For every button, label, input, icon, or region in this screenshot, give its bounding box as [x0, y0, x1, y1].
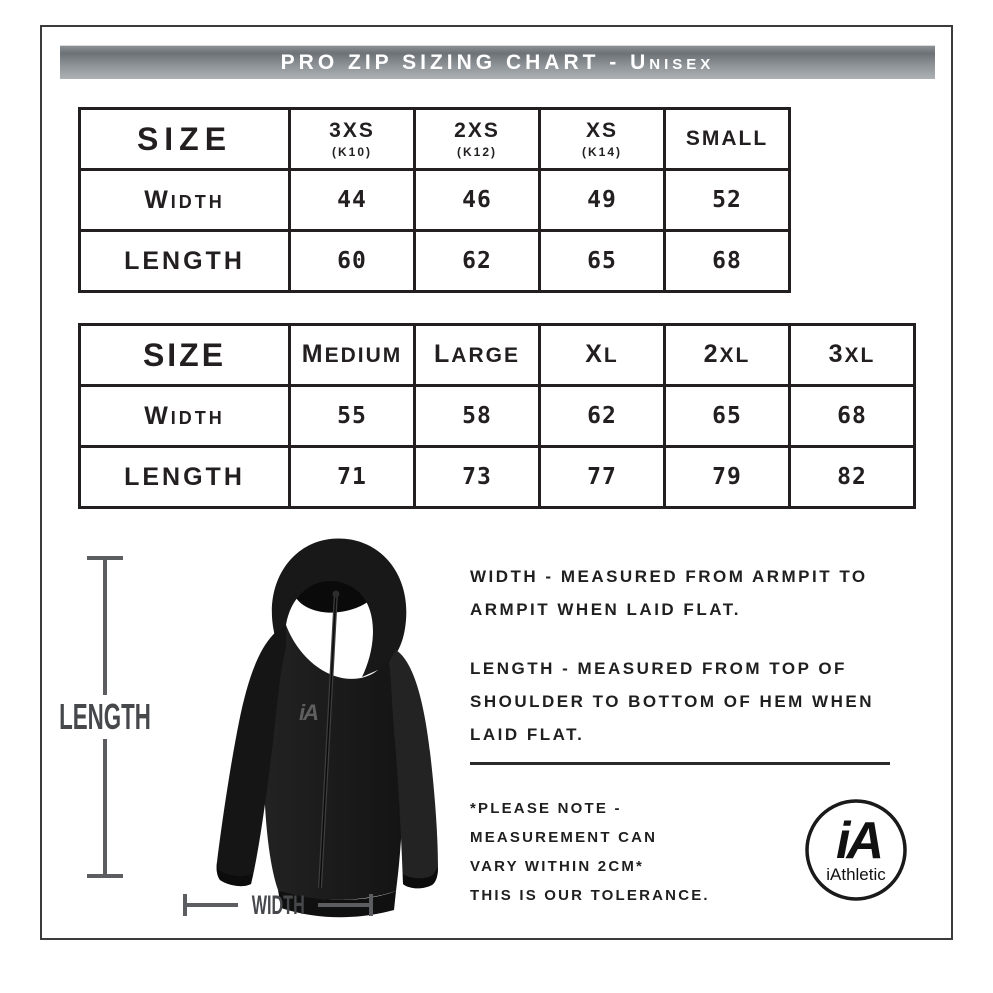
hoodie-product-image [168, 530, 468, 932]
value-cell: 71 [290, 447, 415, 508]
table-row [80, 231, 790, 292]
value-cell: 55 [290, 386, 415, 447]
page-title: PRO ZIP SIZING CHART - Unisex [280, 50, 715, 74]
column-header-xl [540, 325, 665, 386]
length-measure-guide [60, 556, 150, 878]
length-note: LENGTH - MEASURED FROM TOP OF SHOULDER TO BOTTOM OF HEM WHEN LAID FLAT. [470, 659, 874, 744]
value-cell: 77 [540, 447, 665, 508]
column-name: 3XS [329, 119, 375, 143]
zipper-pull [333, 591, 340, 598]
measure-cap-bottom [87, 874, 123, 878]
value-cell: 62 [415, 231, 540, 292]
column-name: LARGE [434, 340, 520, 369]
column-header-2xs [415, 109, 540, 170]
column-name: 2XS [454, 119, 500, 143]
value-cell: 46 [415, 170, 540, 231]
row-label: LENGTH [80, 231, 290, 292]
value-cell: 65 [540, 231, 665, 292]
logo-wordmark: iAthletic [826, 865, 886, 884]
measure-cap-right [369, 894, 373, 916]
measure-line-left [187, 903, 238, 907]
column-header-3xl [790, 325, 915, 386]
value-cell: 52 [665, 170, 790, 231]
table-row [80, 386, 915, 447]
row-label: LENGTH [80, 447, 290, 508]
tolerance-line: *PLEASE NOTE - [470, 800, 622, 817]
measure-line-lower [103, 739, 107, 874]
size-table-medium-to-3xl [78, 323, 916, 509]
measure-line-upper [103, 560, 107, 695]
tolerance-line: MEASUREMENT CAN [470, 829, 658, 846]
column-name: 2XL [703, 340, 751, 369]
width-measure-guide [183, 889, 373, 920]
measure-line-right [318, 903, 369, 907]
value-cell: 60 [290, 231, 415, 292]
tolerance-line: THIS IS OUR TOLERANCE. [470, 887, 710, 904]
tolerance-line: VARY WITHIN 2CM* [470, 858, 645, 875]
column-header-large [415, 325, 540, 386]
measurement-notes [470, 560, 922, 777]
tolerance-note [470, 794, 800, 910]
value-cell: 65 [665, 386, 790, 447]
length-measure-label: LENGTH [59, 696, 151, 737]
column-header-xs [540, 109, 665, 170]
column-subname: (K10) [331, 144, 372, 159]
value-cell: 49 [540, 170, 665, 231]
value-cell: 79 [665, 447, 790, 508]
column-name: SMALL [685, 127, 769, 151]
width-measure-label: WIDTH [251, 889, 305, 920]
size-table-xs-to-small [78, 107, 791, 293]
value-cell: 68 [665, 231, 790, 292]
value-cell: 62 [540, 386, 665, 447]
column-header-3xs [290, 109, 415, 170]
value-cell: 68 [790, 386, 915, 447]
size-header: SIZE [80, 325, 290, 386]
column-name: XL [585, 340, 619, 369]
value-cell: 82 [790, 447, 915, 508]
value-cell: 73 [415, 447, 540, 508]
column-name: MEDIUM [301, 340, 403, 369]
width-note: WIDTH - MEASURED FROM ARMPIT TO ARMPIT WHEN LAID FLAT. [470, 567, 868, 619]
column-header-medium [290, 325, 415, 386]
column-name: 3XL [828, 340, 876, 369]
row-label: Width [80, 170, 290, 231]
column-name: XS [585, 119, 618, 143]
iathletic-logo [800, 794, 912, 906]
chest-brand-logo: iA [299, 700, 317, 725]
size-header: SIZE [80, 109, 290, 170]
table-row [80, 170, 790, 231]
value-cell: 58 [415, 386, 540, 447]
title-banner [60, 45, 935, 79]
notes-divider [470, 762, 890, 765]
row-label: Width [80, 386, 290, 447]
column-header-2xl [665, 325, 790, 386]
column-subname: (K12) [456, 144, 497, 159]
table-row [80, 447, 915, 508]
value-cell: 44 [290, 170, 415, 231]
logo-monogram: iA [836, 812, 880, 870]
column-header-small [665, 109, 790, 170]
column-subname: (K14) [581, 144, 622, 159]
